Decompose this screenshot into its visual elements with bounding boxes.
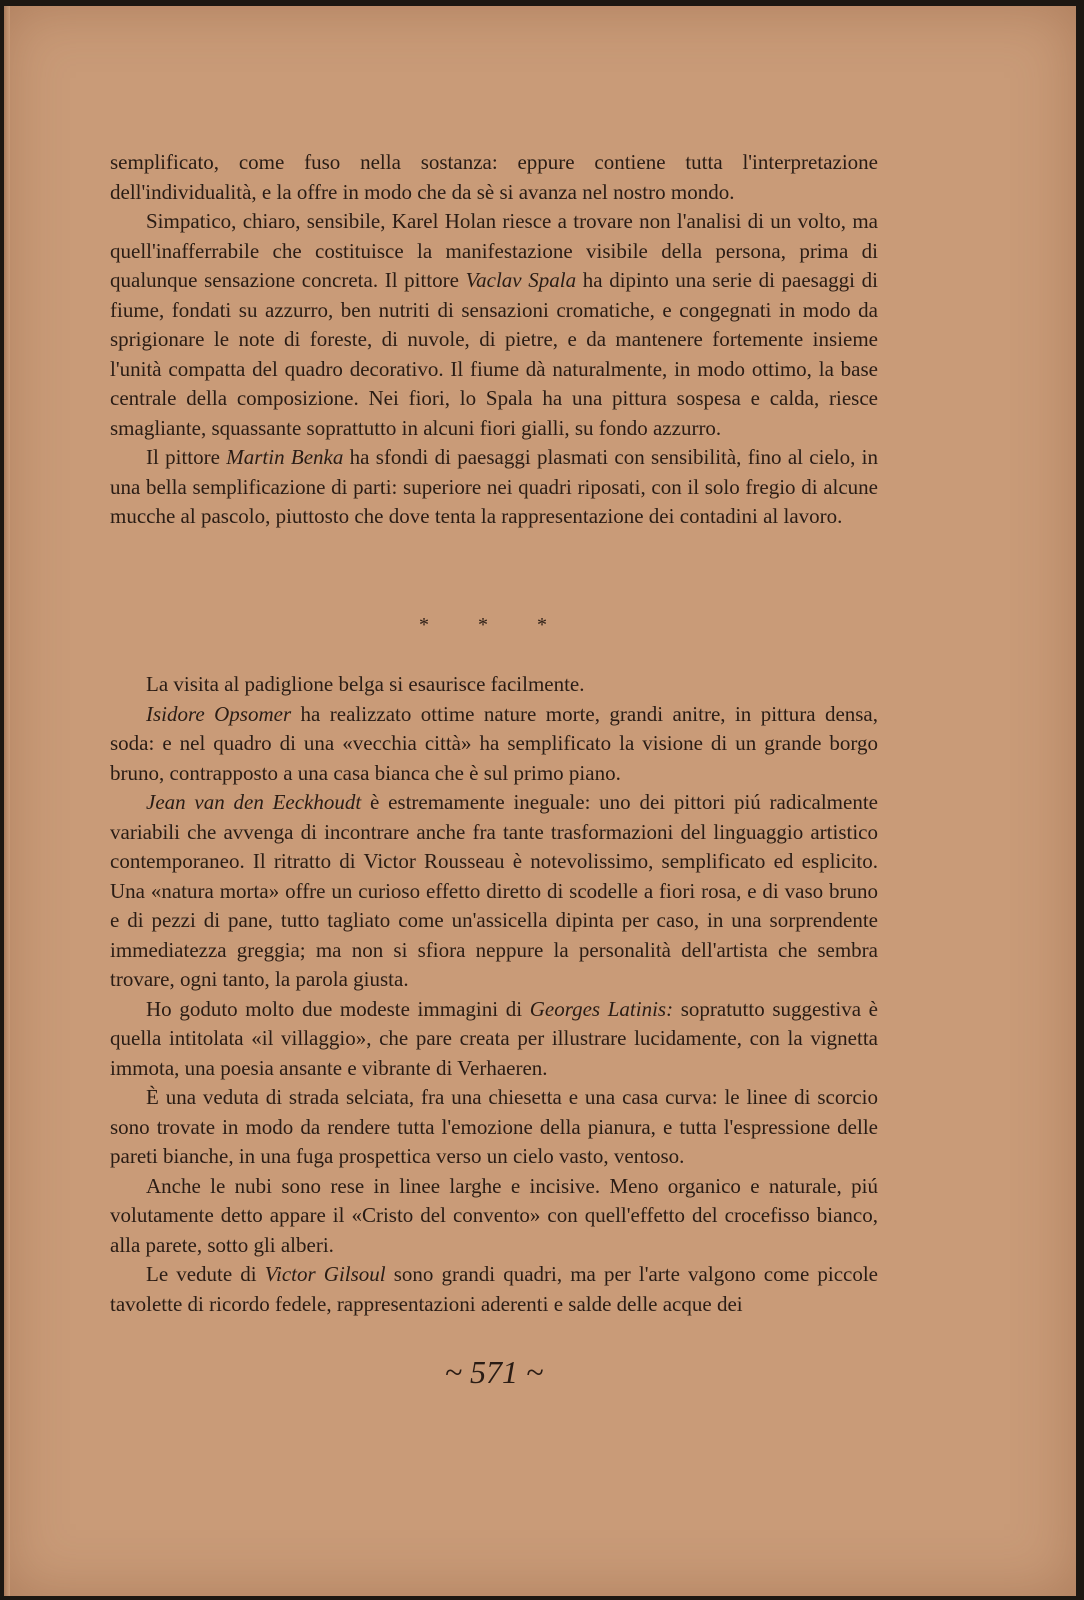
- text-run: La visita al padiglione belga si esaurisce facilmente.: [146, 672, 585, 696]
- page-binding-edge: [4, 6, 10, 1596]
- paragraph: [110, 700, 878, 789]
- text-run: ha sfondi di paesaggi plasmati con sensibilità, fino al cielo, in una bella semplificazione di parti: superiore nei quadri riposati, con il solo fregio di alcune mucche al pascolo, piuttosto che dove tenta la rappresentazione dei contadini al lavoro.: [110, 445, 878, 528]
- page-number: ~ 571 ~: [444, 1354, 544, 1390]
- text-run: È una veduta di strada selciata, fra una chiesetta e una casa curva: le linee di scorcio sono trovate in modo da rendere tutta l'emozione della pianura, e tutta l'espressione delle pareti bianche, in una fuga prospettica verso un cielo vasto, ventoso.: [110, 1085, 878, 1168]
- artist-name: Vaclav Spala: [465, 268, 577, 292]
- text-run: Il pittore: [146, 445, 227, 469]
- artist-name: Georges Latinis:: [529, 996, 674, 1021]
- artist-name: Martin Benka: [226, 445, 344, 469]
- paragraph: [110, 995, 878, 1084]
- text-run: ha realizzato ottime nature morte, grandi anitre, in pittura densa, soda: e nel quadro di una «vecchia città» ha semplificato la visione di un grande borgo bruno, contrapposto a una casa bianca che è sul primo piano.: [110, 701, 879, 785]
- text-run: ha dipinto una serie di paesaggi di fiume, fondati su azzurro, ben nutriti di sensazioni cromatiche, e congegnati in modo da sprigionare le note di foreste, di nuvole, di pietre, e da mantenere fortemente insieme l'unità compatta del quadro decorativo. Il fiume dà naturalmente, in modo ottimo, la base centrale della composizione. Nei fiori, lo Spala ha una pittura sospesa e calda, riesce smagliante, squassante soprattutto in alcuni fiori gialli, su fondo azzurro.: [110, 268, 878, 440]
- text-run: Le vedute di: [146, 1262, 265, 1286]
- text-block-top: [110, 148, 878, 532]
- text-run: sopratutto suggestiva è quella intitolata «il villaggio», che pare creata per illustrare lucidamente, con la vignetta immota, una poesia ansante e vibrante di Verhaeren.: [110, 996, 878, 1080]
- book-page: [4, 6, 1076, 1596]
- section-break: * * *: [419, 614, 569, 636]
- paragraph: [110, 148, 878, 207]
- paragraph: [110, 207, 878, 443]
- text-run: Anche le nubi sono rese in linee larghe e incisive. Meno organico e naturale, piú volutamente detto appare il «Cristo del convento» con quell'effetto del crocefisso bianco, alla parete, sotto gli alberi.: [110, 1173, 878, 1257]
- paragraph: [110, 788, 878, 995]
- paragraph: [110, 1260, 878, 1319]
- text-run: Simpatico, chiaro, sensibile, Karel Holan riesce a trovare non l'analisi di un volto, ma quell'inafferrabile che costituisce la manifestazione visibile della persona, prima di qualunque sensazione concreta. Il pittore: [110, 209, 878, 292]
- artist-name: Jean van den Eeckhoudt: [146, 790, 362, 814]
- paragraph: [110, 1172, 878, 1261]
- text-run: sono grandi quadri, ma per l'arte valgono come piccole tavolette di ricordo fedele, rappresentazioni aderenti e salde delle acque dei: [110, 1262, 878, 1316]
- text-run: è estremamente ineguale: uno dei pittori piú radicalmente variabili che avvenga di incontrare anche fra tante trasformazioni del linguaggio artistico contemporaneo. Il ritratto di Victor Rousseau è notevolissimo, semplificato ed esplicito. Una «natura morta» offre un curioso effetto diretto di scodelle a fiori rosa, e di vaso bruno e di pezzi di pane, tutto tagliato come un'assicella dipinta per caso, in una sorprendente immediatezza greggia; ma non si sfiora neppure la personalità dell'artista che sembra trovare, ogni tanto, la parola giusta.: [110, 790, 878, 991]
- text-run: Ho goduto molto due modeste immagini di: [146, 996, 530, 1021]
- paragraph: [110, 1083, 878, 1172]
- artist-name: Victor Gilsoul: [264, 1262, 386, 1286]
- paragraph: [110, 670, 878, 700]
- text-run: semplificato, come fuso nella sostanza: eppure contiene tutta l'interpretazione dell'individualità, e la offre in modo che da sè si avanza nel nostro mondo.: [110, 150, 878, 204]
- artist-name: Isidore Opsomer: [146, 701, 292, 726]
- text-block-bottom: [110, 670, 878, 1319]
- paragraph: [110, 443, 878, 532]
